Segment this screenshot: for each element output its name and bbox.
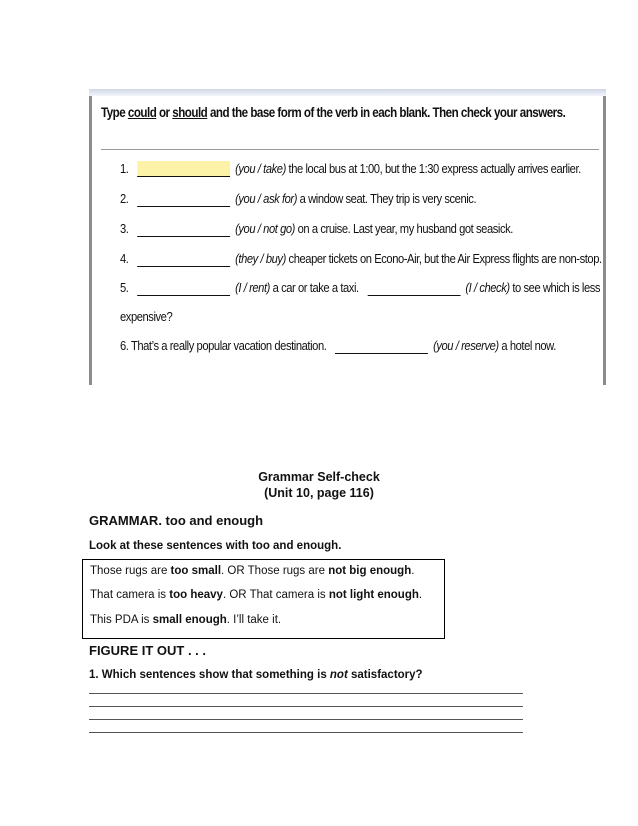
exercise-instructions — [101, 105, 565, 120]
item-number: 1. — [120, 161, 129, 176]
verb-hint: (they / buy) — [235, 251, 286, 266]
item-text: That’s a really popular vacation destination. — [128, 338, 327, 353]
sentence-bold: small enough — [152, 614, 227, 626]
item-text: on a cruise. Last year, my husband got seasick. — [294, 221, 513, 236]
item-number: 3. — [120, 221, 129, 236]
sentence-bold: too small — [170, 565, 222, 577]
item-number: 5. — [120, 280, 129, 295]
item-text: cheaper tickets on Econo-Air, but the Air Express flights are non-stop. — [285, 251, 602, 266]
sentence-part: . OR Those rugs are — [221, 565, 329, 577]
answer-blank-4[interactable] — [137, 251, 230, 267]
figure-it-out-heading: FIGURE IT OUT . . . — [89, 643, 206, 658]
answer-blank-2[interactable] — [137, 191, 230, 207]
answer-blank-5a[interactable] — [137, 280, 230, 296]
answer-line[interactable] — [89, 732, 523, 733]
answer-blank-6[interactable] — [335, 338, 428, 354]
verb-hint: (you / ask for) — [235, 191, 297, 206]
example-sentences-box — [82, 559, 445, 639]
item-number: 6. — [120, 338, 129, 353]
sentence-bold: not light enough — [328, 589, 419, 601]
exercise-item-3 — [120, 221, 513, 237]
answer-line[interactable] — [89, 693, 523, 694]
question-1 — [89, 669, 423, 681]
exercise-item-4 — [120, 251, 602, 267]
example-sentence — [90, 565, 414, 577]
sentence-part: . I’ll take it. — [226, 614, 282, 626]
exercise-screenshot — [89, 89, 606, 385]
question-emphasis: not — [329, 669, 348, 681]
verb-hint: (I / check) — [465, 280, 510, 295]
example-sentence — [90, 614, 281, 626]
exercise-item-6 — [120, 338, 556, 354]
exercise-item-1 — [120, 161, 581, 177]
doc-subtitle: (Unit 10, page 116) — [264, 486, 374, 500]
sentence-bold: too heavy — [169, 589, 223, 601]
item-number: 4. — [120, 251, 129, 266]
sentence-part: This PDA is — [90, 614, 153, 626]
exercise-item-5 — [120, 280, 600, 296]
sentence-part: . — [411, 565, 415, 577]
answer-blank-1[interactable] — [137, 161, 230, 177]
answer-line[interactable] — [89, 706, 523, 707]
item-5-continuation: expensive? — [120, 309, 173, 324]
sentence-part: . OR That camera is — [222, 589, 329, 601]
item-text: the local bus at 1:00, but the 1:30 express actually arrives earlier. — [285, 161, 581, 176]
section-heading: GRAMMAR. too and enough — [89, 513, 264, 528]
sentence-part: Those rugs are — [90, 565, 171, 577]
instruction-text: Look at these sentences with too and enough. — [89, 540, 342, 552]
title-should: should — [172, 105, 208, 120]
answer-line[interactable] — [89, 719, 523, 720]
panel-top-bar — [89, 89, 606, 96]
verb-hint: (you / reserve) — [433, 338, 499, 353]
sentence-part: That camera is — [90, 589, 170, 601]
item-number: 2. — [120, 191, 129, 206]
title-text: Type — [101, 105, 128, 120]
item-text: to see which is less — [509, 280, 601, 295]
answer-blank-3[interactable] — [137, 221, 230, 237]
title-text: or — [156, 105, 173, 120]
question-text: satisfactory? — [347, 669, 423, 681]
sentence-part: . — [418, 589, 423, 601]
title-text: and the base form of the verb in each blank. Then check your answers. — [207, 105, 566, 120]
verb-hint: (you / take) — [235, 161, 286, 176]
item-text: a window seat. They trip is very scenic. — [296, 191, 477, 206]
item-text: a car or take a taxi. — [269, 280, 359, 295]
exercise-item-2 — [120, 191, 476, 207]
sentence-bold: not big enough — [328, 565, 412, 577]
title-could: could — [127, 105, 157, 120]
item-text: a hotel now. — [498, 338, 556, 353]
verb-hint: (I / rent) — [235, 280, 270, 295]
example-sentence — [90, 589, 422, 601]
verb-hint: (you / not go) — [235, 221, 295, 236]
answer-blank-5b[interactable] — [367, 280, 460, 296]
doc-title: Grammar Self-check — [258, 470, 380, 484]
divider — [101, 149, 599, 150]
question-text: 1. Which sentences show that something is — [89, 669, 330, 681]
